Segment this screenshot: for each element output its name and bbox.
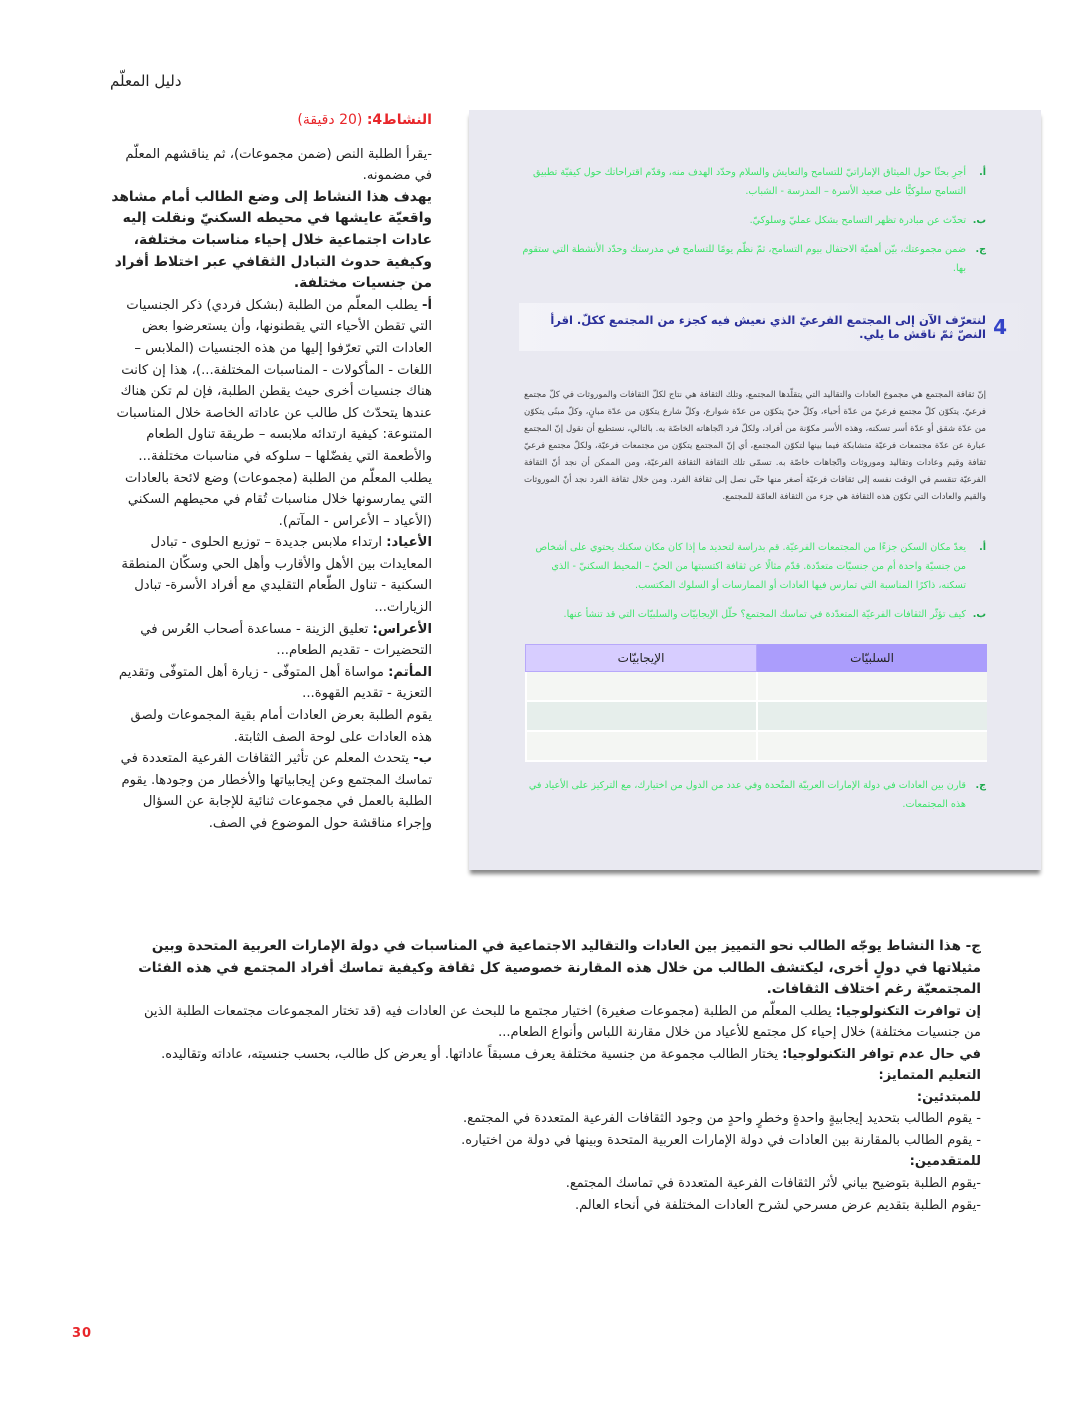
activity-c-notes (135, 936, 981, 1066)
with-tech-label: إن توافرت التكنولوجيا: (835, 1003, 981, 1019)
funeral-label: المأتم: (388, 664, 432, 680)
panel-item (521, 240, 986, 278)
table-cell[interactable] (756, 702, 987, 730)
panel-item (521, 538, 986, 595)
positives-header: الإيجابيّات (525, 644, 757, 672)
table-cell[interactable] (525, 702, 756, 730)
teacher-notes (108, 110, 432, 835)
advanced-label: للمتقدمين: (909, 1154, 981, 1170)
section-number: 4 (993, 315, 1007, 339)
beginners-item: - يقوم الطالب بالمقارنة بين العادات في دولة الإمارات العربية المتحدة وبينها في دولة من اختياره. (461, 1132, 981, 1148)
advanced-item: -يقوم الطلبة بتقديم عرض مسرحي لشرح العادات المختلفة في أنحاء العالم. (575, 1197, 981, 1213)
table-row (525, 732, 987, 762)
present-text: يقوم الطلبة بعرض العادات أمام بقية المجموعات ولصق هذه العادات على لوحة الصف الثابتة. (130, 708, 432, 745)
differentiation-title: التعليم المتمايز: (878, 1068, 981, 1083)
eid-label: الأعياد: (386, 535, 432, 551)
wedding-label: الأعراس: (372, 621, 432, 637)
with-tech-text: يطلب المعلّم من الطلبة (مجموعات صغيرة) اختيار مجتمع ما للبحث عن العادات فيه (قد تختار المجموعات مجتمعات الطلبة الذين من جنسيات مختلفة) خلال إحياء كل مجتمع للأعياد من خلال مقارنة اللباس وأنواع الطعام... (143, 1003, 981, 1041)
item-mark: ج. (975, 780, 986, 791)
table-cell[interactable] (756, 672, 987, 700)
step-b-mark: ب- (413, 751, 432, 767)
guide-header: دليل المعلّم (110, 72, 182, 90)
item-mark: أ. (979, 542, 986, 553)
section-heading (519, 303, 1041, 351)
with-tech (135, 1001, 981, 1044)
intro-text: -يقرأ الطلبة النص (ضمن مجموعات)، ثم يناقشهم المعلّم في مضمونه. (125, 146, 432, 184)
without-tech (135, 1044, 981, 1066)
wedding-text (108, 619, 432, 662)
step-c-text: ج- هذا النشاط يوجّه الطالب نحو التمييز بين العادات والتقاليد الاجتماعية في المناسبات في دولة الإمارات العربية المتحدة وبين مثيلاتها في دولٍ أخرى، ليكتشف الطالب من خلال هذه المقارنة خصوصية كل ثقافة وكيفية تماسك أفراد المجتمع في هذه الفئات المجتمعيّة رغم اختلاف الثقافات. (138, 938, 981, 998)
item-text: تحدّث عن مبادرة تظهر التسامح بشكل عمليّ وسلوكيّ. (749, 215, 966, 226)
negatives-header: السلبيّات (757, 644, 987, 672)
goal-text: يهدف هذا النشاط إلى وضع الطالب أمام مشاهد واقعيّة عايشها في محيطه السكنيّ ونقلت إليه عادات اجتماعية خلال إحياء مناسبات مختلفة، وكيفية حدوث التبادل الثقافي عبر اختلاط أفراد من جنسيات مختلفة. (111, 188, 432, 292)
panel-item (521, 163, 986, 201)
item-mark: ج. (975, 244, 986, 255)
item-text: كيف تؤثّر الثقافات الفرعيّة المتعدّدة في تماسك المجتمع؟ حلّل الإيجابيّات والسلبيّات التي قد تنشأ عنها. (563, 609, 966, 620)
eid-body: ارتداء ملابس جديدة – توزيع الحلوى - تبادل المعايدات بين الأهل والأقارب وأهل الحي وسكّان المنطقة السكنية - تناول الطّعام التقليدي مع أفراد الأسرة- تبادل الزيارات... (121, 535, 432, 616)
table-row (525, 672, 987, 702)
table-row (525, 702, 987, 732)
table-cell[interactable] (756, 732, 987, 760)
step-a (108, 295, 432, 468)
student-book-panel (469, 110, 1041, 870)
activity-label: النشاط4: (366, 112, 432, 128)
funeral-text (108, 662, 432, 705)
reading-paragraph: إنّ ثقافة المجتمع هي مجموع العادات والتقاليد التي يتقلّدها المجتمع، وتلك الثقافة هي نتاج لكلّ الثقافات والموروثات في كلّ مجتمع فرعيّ. يتكوّن كلّ مجتمع فرعيّ من عدّة أحياء، وكلّ حيّ يتكوّن من عدّة شوارع، وكلّ شارع يتكوّن من عدّة مبانٍ، وكلّ مبنًى يتكوّن من عدّة شقق أو عدّة أسر تسكنه، وهذه الأسر مكوّنة من أفراد، ولكلّ فرد اتّجاهاته الخاصّة به. بالتالي، نستطيع أن نقول إنّ المجتمع عبارة عن عدّة مجتمعات فرعيّة متشابكة فيما بينها لتكوّن المجتمع، أي إنّ المجتمع يتكوّن من مجتمعات فرعيّة، ولكلّ مجتمع فرعيّ ثقافة وقيم وعادات وتقاليد وموروثات واتّجاهات خاصّة به. تسمّى تلك الثقافة الثقافة الفرعيّة، ومن الممكن أن نجد أنّ الثقافة الفرعيّة تنقسم في الوقت نفسه إلى ثقافات فرعيّة أصغر منها حتّى نصل إلى ثقافة الفرد. ومن خلال ثقافة الفرد نجد أنّ الموروثات والقيم والعادات التي تكوّن هذه الثقافة هي جزء من الثقافة العامّة للمجتمع. (524, 390, 986, 502)
item-text: أجرِ بحثًا حول الميثاق الإماراتيّ للتسامح والتعايش والسلام وحدّد الهدف منه، وقدّم اقتراحاتك حول كيفيّة تطبيق التسامح سلوكيًّا على صعيد الأسرة – المدرسة - الشباب. (532, 167, 966, 197)
item-text: قارن بين العادات في دولة الإمارات العربيّة المتّحدة وفي عدد من الدول من اختيارك، مع التركيز على الأعياد في هذه المجتمعات. (528, 780, 966, 810)
beginners-label: للمبتدئين: (916, 1089, 981, 1105)
pros-cons-table (525, 644, 987, 762)
item-text: ضمن مجموعتك، بيّن أهميّة الاحتفال بيوم التسامح، ثمّ نظّم يومًا للتسامح في مدرستك وحدّد الأنشطة التي ستقوم بها. (522, 244, 966, 274)
panel-item (521, 211, 986, 230)
table-cell[interactable] (525, 732, 756, 760)
without-tech-label: في حال عدم توافر التكنولوجيا: (782, 1046, 981, 1062)
activity-duration: (20 دقيقة) (297, 112, 367, 128)
item-mark: ب. (972, 609, 986, 620)
eid-text (108, 532, 432, 618)
without-tech-text: يختار الطالب مجموعة من جنسية مختلفة يعرف مسبقاً عاداتها. أو يعرض كل طالب، بحسب جنسيته، عاداته وتقاليده. (161, 1046, 783, 1062)
step-a-mark: أ- (422, 297, 432, 313)
section-title: لنتعرّف الآن إلى المجتمع الفرعيّ الذي نعيش فيه كجزء من المجتمع ككلّ. اقرأ النصّ ثمّ ناقش ما يلي. (550, 313, 986, 341)
panel-item (521, 776, 986, 814)
wedding-body: تعليق الزينة - مساعدة أصحاب العُرس في التحضيرات - تقديم الطعام... (140, 621, 432, 659)
item-mark: أ. (979, 167, 986, 178)
groups-text: يطلب المعلّم من الطلبة (مجموعات) وضع لائحة بالعادات التي يمارسونها خلال مناسبات تُقام في محيطهم السكني (الأعياد – الأعراس - المآتم). (125, 470, 432, 529)
item-mark: ب. (972, 215, 986, 226)
funeral-body: مواساة أهل المتوفّى - زيارة أهل المتوفّى وتقديم التعزية - تقديم القهوة... (118, 664, 432, 702)
item-text: يعدّ مكان السكن جزءًا من المجتمعات الفرعيّة. قم بدراسة لتحديد ما إذا كان مكان سكنك يحتوي على أشخاص من جنسيّة واحدة أم من جنسيّات متعدّدة. قدّم مثالًا عن ثقافة اكتسبتها من الحيّ – المحيط السكنيّ - الذي تسكنه، ذاكرًا المناسبة التي تمارس فيها العادات أو الممارسات أو السلوك المكتسب. (535, 542, 966, 591)
table-cell[interactable] (525, 672, 756, 700)
beginners-item: - يقوم الطالب بتحديد إيجابيةٍ واحدةٍ وخطرٍ واحدٍ من وجود الثقافات الفرعية المتعددة في المجتمع. (462, 1111, 981, 1127)
differentiation (440, 1065, 981, 1216)
step-b (108, 748, 432, 834)
page-number: 30 (72, 1326, 93, 1341)
step-b-text: يتحدث المعلم عن تأثير الثقافات الفرعية المتعددة في تماسك المجتمع وعن إيجابياتها والأخطار من وجودها. يقوم الطلبة بالعمل في مجموعات ثنائية للإجابة عن السؤال وإجراء مناقشة حول الموضوع في الصف. (120, 751, 432, 831)
panel-item (521, 605, 986, 624)
activity-title (108, 110, 432, 132)
step-a-text: يطلب المعلّم من الطلبة (بشكل فردي) ذكر الجنسيات التي تقطن الأحياء التي يقطنونها، وأن يستعرضوا بعض العادات التي تعرّفوا إليها من هذه الجنسيات (الملابس – اللغات - المأكولات - المناسبات المختلفة...)، هذا إن كانت هناك جنسيات أخرى حيث يقطن الطلبة، فإن لم تكن هناك عندها يتحدّث كل طالب عن عاداته الخاصة خلال المناسبات المتنوعة: كيفية ارتدائه ملابسه – طريقة تناول الطعام والأطعمة التي يفضّلها – سلوكه في مناسبات مختلفة... (116, 297, 432, 464)
advanced-item: -يقوم الطلبة بتوضيح بياني لأثر الثقافات الفرعية المتعددة في تماسك المجتمع. (565, 1175, 981, 1191)
